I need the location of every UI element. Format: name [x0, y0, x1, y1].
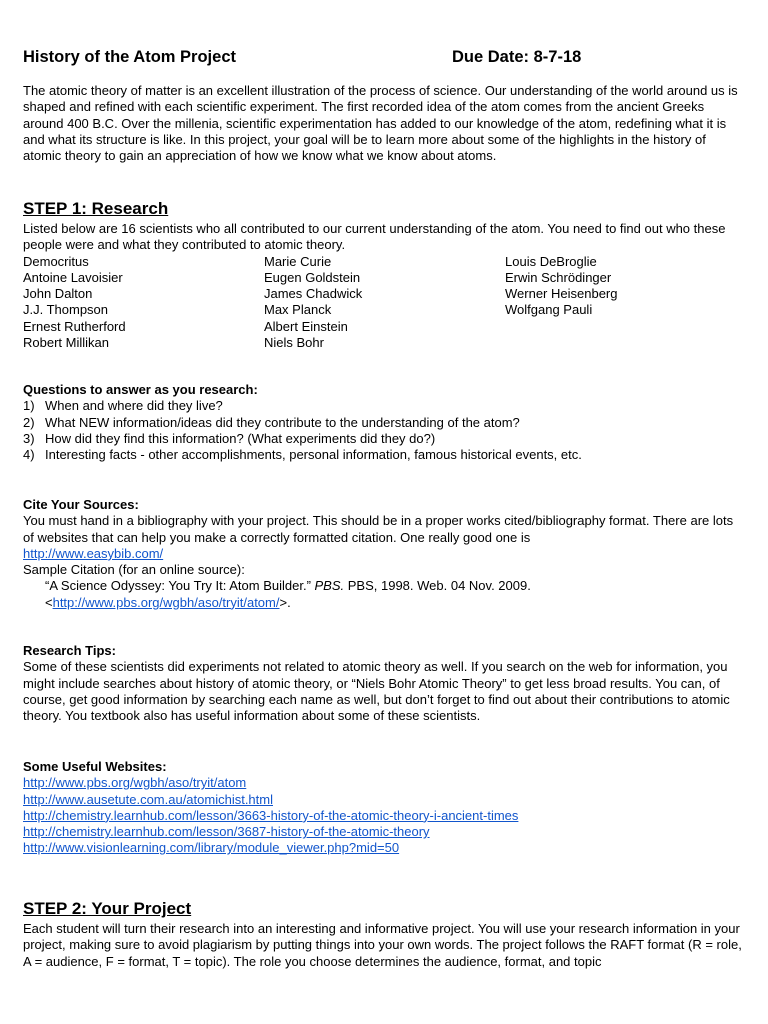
scientist-name: Albert Einstein	[264, 318, 348, 334]
question-number: 1)	[23, 398, 35, 414]
title-row	[23, 47, 745, 67]
websites-heading: Some Useful Websites:	[23, 759, 167, 774]
sample-url-open: <	[45, 594, 53, 610]
scientist-name: J.J. Thompson	[23, 302, 109, 318]
question-item	[23, 447, 745, 463]
sample-citation-title: “A Science Odyssey: You Try It: Atom Builder.”	[45, 578, 315, 594]
scientist-name: Ernest Rutherford	[23, 318, 126, 334]
cite-sources-section	[23, 497, 745, 611]
step2-heading: STEP 2: Your Project	[23, 899, 192, 918]
questions-section	[23, 382, 745, 463]
question-number: 4)	[23, 447, 35, 463]
sample-citation-label: Sample Citation (for an online source):	[23, 562, 245, 578]
step1-text: Listed below are 16 scientists who all contributed to our current understanding of the atom. You need to find out who these people were and what they contributed to atomic theory.	[23, 221, 726, 253]
cite-text: You must hand in a bibliography with your project. This should be in a proper works cited/bibliography format. There are lots of websites that can help you make a correctly formatted citation. One really good one is	[23, 513, 734, 545]
intro-paragraph: The atomic theory of matter is an excellent illustration of the process of science. Our understanding of the world around us is shaped and refined with each scientific experiment. The first recorded idea of the atom comes from the ancient Greeks around 400 B.C. Over the millenia, scientific experimentation has added to our knowledge of the atom, redefining what it is and what its structure is like. In this project, your goal will be to learn more about some of the highlights in the history of atomic theory to gain an appreciation of how we know what we know about atoms.	[23, 83, 738, 164]
tips-heading: Research Tips:	[23, 643, 116, 658]
scientist-name: Democritus	[23, 253, 89, 269]
scientist-list	[23, 254, 745, 352]
step2-section	[23, 899, 745, 970]
step2-text: Each student will turn their research into an interesting and informative project. You will use your research information in your project, making sure to avoid plagiarism by putting things into your own words. The project follows the RAFT format (R = role, A = audience, F = format, T = topic). The role you choose determines the audience, format, and topic	[23, 921, 742, 969]
scientist-column-3	[505, 254, 745, 352]
questions-list	[23, 398, 745, 463]
cite-heading: Cite Your Sources:	[23, 497, 139, 512]
website-link[interactable]: http://chemistry.learnhub.com/lesson/3663-history-of-the-atomic-theory-i-ancient-times	[23, 807, 519, 823]
questions-heading: Questions to answer as you research:	[23, 382, 258, 397]
sample-url-close: >.	[279, 594, 291, 610]
question-text: What NEW information/ideas did they contribute to the understanding of the atom?	[45, 414, 520, 430]
scientist-name: Louis DeBroglie	[505, 253, 597, 269]
useful-websites-section	[23, 759, 745, 857]
tips-text: Some of these scientists did experiments not related to atomic theory as well. If you search on the web for information, you might include searches about history of atomic theory, or “Niels Bohr Atomic Theory” to get less broad results. You can, of course, get good information by searching each name as well, but don’t forget to find out about their contributions to atomic theory. You textbook also has useful information about some of these scientists.	[23, 659, 730, 724]
scientist-column-1	[23, 254, 264, 352]
scientist-name: Robert Millikan	[23, 335, 109, 351]
website-link[interactable]: http://www.ausetute.com.au/atomichist.html	[23, 791, 273, 807]
scientist-column-2	[264, 254, 505, 352]
website-link[interactable]: http://www.pbs.org/wgbh/aso/tryit/atom	[23, 775, 247, 791]
question-text: How did they find this information? (What experiments did they do?)	[45, 430, 436, 446]
scientist-name: Max Planck	[264, 302, 332, 318]
sample-citation-url-line	[23, 595, 745, 611]
scientist-name: John Dalton	[23, 286, 93, 302]
sample-citation	[23, 578, 745, 594]
scientist-name: Antoine Lavoisier	[23, 269, 123, 285]
question-number: 3)	[23, 430, 35, 446]
step1-heading: STEP 1: Research	[23, 199, 169, 218]
scientist-name: Eugen Goldstein	[264, 269, 361, 285]
website-link[interactable]: http://www.visionlearning.com/library/module_viewer.php?mid=50	[23, 840, 400, 856]
scientist-name: Erwin Schrödinger	[505, 269, 612, 285]
sample-citation-publisher: PBS.	[314, 578, 345, 594]
scientist-name: Niels Bohr	[264, 335, 324, 351]
page-title: History of the Atom Project	[23, 48, 236, 66]
scientist-name: Wolfgang Pauli	[505, 302, 593, 318]
step1-section	[23, 199, 745, 351]
scientist-name: Werner Heisenberg	[505, 286, 618, 302]
question-item	[23, 431, 745, 447]
easybib-link[interactable]: http://www.easybib.com/	[23, 545, 164, 561]
scientist-name: James Chadwick	[264, 286, 363, 302]
question-text: When and where did they live?	[45, 398, 223, 414]
question-number: 2)	[23, 414, 35, 430]
question-item	[23, 415, 745, 431]
due-date: Due Date: 8-7-18	[452, 48, 582, 66]
research-tips-section	[23, 643, 745, 724]
website-link[interactable]: http://chemistry.learnhub.com/lesson/3687-history-of-the-atomic-theory	[23, 824, 430, 840]
question-item	[23, 398, 745, 414]
question-text: Interesting facts - other accomplishments, personal information, famous historical events, etc.	[45, 447, 582, 463]
scientist-name: Marie Curie	[264, 253, 332, 269]
sample-citation-details: PBS, 1998. Web. 04 Nov. 2009.	[344, 578, 531, 594]
sample-citation-link[interactable]: http://www.pbs.org/wgbh/aso/tryit/atom/	[52, 594, 280, 610]
